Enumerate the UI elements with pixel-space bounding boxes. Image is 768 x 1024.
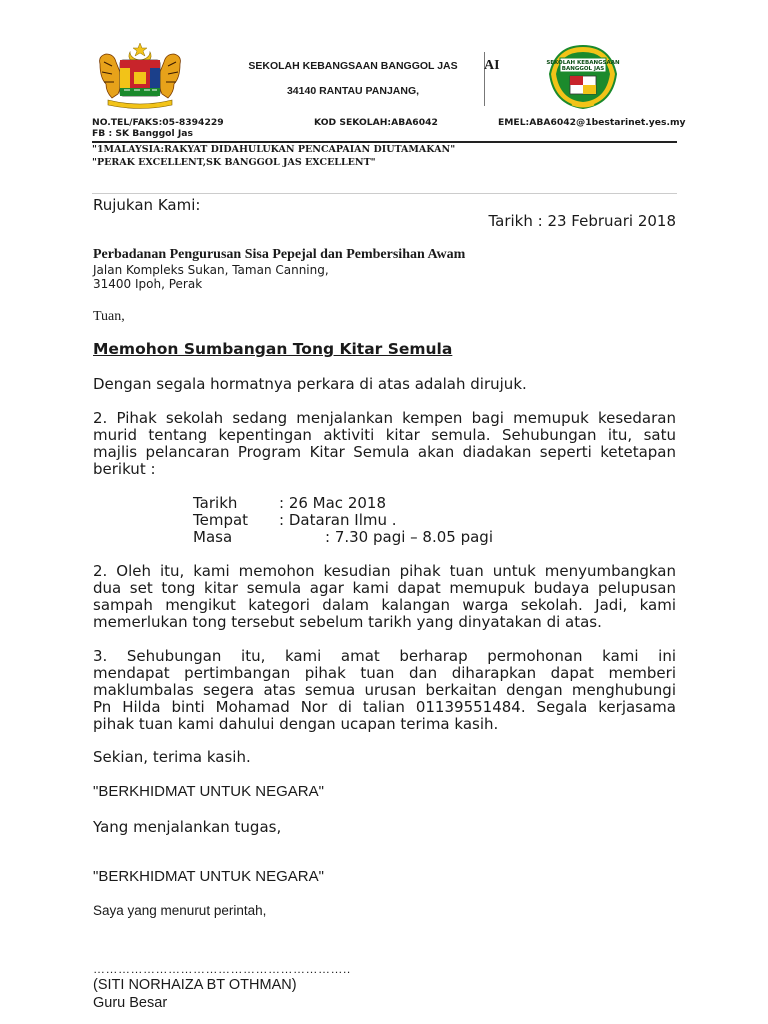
salutation: Tuan, xyxy=(93,309,125,324)
paragraph-intro: Dengan segala hormatnya perkara di atas adalah dirujuk. xyxy=(93,375,527,393)
detail-time-label: Masa xyxy=(193,528,233,546)
obedient-line: Saya yang menurut perintah, xyxy=(93,903,267,918)
detail-date-value: : 26 Mac 2018 xyxy=(279,494,386,512)
slogan-2: "BERKHIDMAT UNTUK NEGARA" xyxy=(93,868,324,885)
motto-2: "PERAK EXCELLENT,SK BANGGOL JAS EXCELLENT" xyxy=(92,157,376,168)
paragraph-3-line-3: maklumbalas segera atas semua urusan berkaitan dengan menghubungi xyxy=(93,681,676,699)
paragraph-1-line-4: berikut : xyxy=(93,460,156,478)
slogan-1: "BERKHIDMAT UNTUK NEGARA" xyxy=(93,783,324,800)
detail-date-label: Tarikh xyxy=(193,494,238,512)
detail-place-label: Tempat xyxy=(193,511,249,529)
paragraph-2-line-3: sampah mengikut kategori dalam kalangan warga sekolah. Jadi, kami xyxy=(93,596,676,614)
closing-line: Sekian, terima kasih. xyxy=(93,748,251,766)
detail-place-value: : Dataran Ilmu . xyxy=(279,511,397,529)
school-address: 34140 RANTAU PANJANG, xyxy=(286,85,420,97)
recipient-name: Perbadanan Pengurusan Sisa Pepejal dan Pembersihan Awam xyxy=(93,247,466,262)
header-divider xyxy=(92,141,677,143)
paragraph-1-line-3: majlis pelancaran Program Kitar Semula akan diadakan seperti ketetapan xyxy=(93,443,676,461)
header-overflow-text: AI xyxy=(484,58,500,73)
signer-title: Guru Besar xyxy=(93,995,168,1011)
school-email[interactable]: EMEL:ABA6042@1bestarinet.yes.my xyxy=(498,117,686,128)
paragraph-3-line-5: pihak tuan kami dahului dengan ucapan terima kasih. xyxy=(93,715,499,733)
school-logo xyxy=(546,44,620,110)
detail-time-value: : 7.30 pagi – 8.05 pagi xyxy=(325,528,493,546)
paragraph-3-line-2: mendapat pertimbangan pihak tuan dan diharapkan dapat memberi xyxy=(93,664,676,682)
recipient-address-1: Jalan Kompleks Sukan, Taman Canning, xyxy=(93,263,329,277)
school-name: SEKOLAH KEBANGSAAN BANGGOL JAS xyxy=(248,60,458,72)
letter-subject: Memohon Sumbangan Tong Kitar Semula xyxy=(93,340,453,358)
paragraph-3-line-4: Pn Hilda binti Mohamad Nor di talian 01139551484. Segala kerjasama xyxy=(93,698,676,716)
signature-line: …………………………………………………….. xyxy=(93,962,351,976)
school-facebook: FB : SK Banggol Jas xyxy=(92,128,193,139)
recipient-address-2: 31400 Ipoh, Perak xyxy=(93,277,203,291)
header-thin-divider xyxy=(92,193,677,194)
paragraph-1-line-2: murid tentang kepentingan aktiviti kitar semula. Sehubungan itu, satu xyxy=(93,426,676,444)
school-phone: NO.TEL/FAKS:05-8394229 xyxy=(92,117,224,128)
school-code: KOD SEKOLAH:ABA6042 xyxy=(314,117,438,128)
coat-of-arms-logo xyxy=(94,42,186,110)
paragraph-1-line-1: 2. Pihak sekolah sedang menjalankan kempen bagi memupuk kesedaran xyxy=(93,409,676,427)
school-header-box xyxy=(222,52,485,106)
paragraph-2-line-1: 2. Oleh itu, kami memohon kesudian pihak tuan untuk menyumbangkan xyxy=(93,562,676,580)
svg-text:BANGGOL JAS: BANGGOL JAS xyxy=(561,66,605,72)
svg-text:SEKOLAH KEBANGSAAN: SEKOLAH KEBANGSAAN xyxy=(546,60,620,66)
reference-label: Rujukan Kami: xyxy=(93,196,201,214)
motto-1: "1MALAYSIA:RAKYAT DIDAHULUKAN PENCAPAIAN DIUTAMAKAN" xyxy=(92,144,456,155)
signer-name: (SITI NORHAIZA BT OTHMAN) xyxy=(93,977,297,993)
paragraph-2-line-4: memerlukan tong tersebut sebelum tarikh yang dinyatakan di atas. xyxy=(93,613,602,631)
paragraph-3-line-1: 3. Sehubungan itu, kami amat berharap permohonan kami ini xyxy=(93,647,676,665)
paragraph-2-line-2: dua set tong kitar semula agar kami dapat memupuk budaya pelupusan xyxy=(93,579,676,597)
duty-line: Yang menjalankan tugas, xyxy=(93,818,282,836)
letter-date: Tarikh : 23 Februari 2018 xyxy=(488,212,676,230)
